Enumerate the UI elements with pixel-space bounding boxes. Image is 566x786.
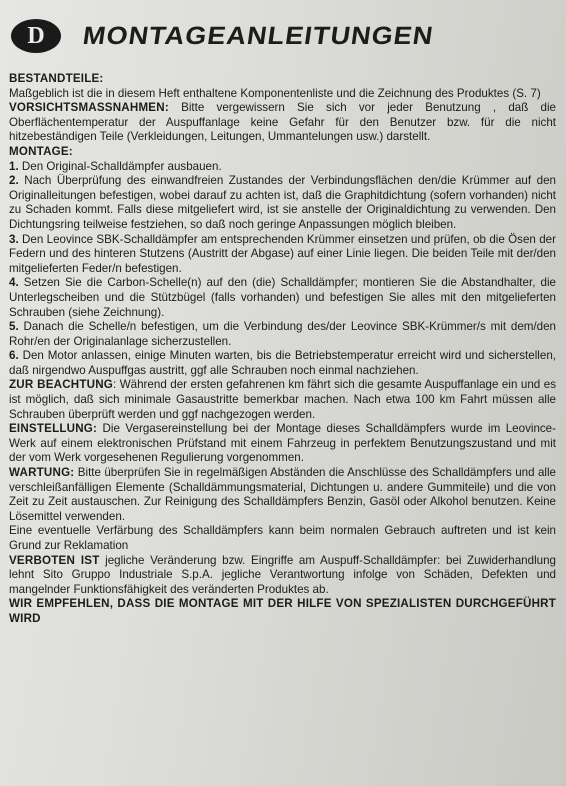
section-text-bestandteile: Maßgeblich ist die in diesem Heft enthaltene Komponentenliste und die Zeichnung des Produktes (S. 7) bbox=[9, 86, 541, 100]
montage-step bbox=[9, 349, 556, 378]
section-heading-montage: MONTAGE: bbox=[9, 144, 73, 158]
section-vorsichtsmassnahmen bbox=[9, 101, 556, 145]
step-text: Setzen Sie die Carbon-Schelle(n) auf den (die) Schalldämpfer; montieren Sie die Abstandhalter, die Unterlegscheiben und die Stützbügel (falls vorhanden) und befestigen Sie alles mit den mitgelieferten Schrauben (siehe Zeichnung). bbox=[9, 276, 556, 319]
step-text: Nach Überprüfung des einwandfreien Zustandes der Verbindungsflächen den/die Krümmer auf den Originalleitungen befestigen, wobei darauf zu achten ist, daß die Graphitdichtung (sofern vorhanden) nicht zu Schaden kommt. Falls diese mitgeliefert wird, ist sie anstelle der Originaldichtung zu verwenden. Den Dichtungsring teilweise festziehen, so daß noch geringe Anpassungen möglich bleiben. bbox=[9, 174, 556, 231]
section-text-zur-beachtung: : Während der ersten gefahrenen km fährt sich die gesamte Auspuffanlage ein und es ist möglich, daß sich minimale Gasaustritte bemerkbar machen. Nach etwa 100 km Fahrt müssen alle Schrauben überprüft werden und ggf nachgezogen werden. bbox=[9, 378, 556, 421]
section-verfaerbung: Eine eventuelle Verfärbung des Schalldämpfers kann beim normalen Gebrauch auftreten und ist kein Grund zur Reklamation bbox=[9, 524, 556, 552]
instruction-content bbox=[9, 72, 556, 627]
step-text: Den Leovince SBK-Schalldämpfer am entsprechenden Krümmer einsetzen und prüfen, ob die Ösen der Federn und des hinteren Stutzens (Austritt der Abgase) auf einer Linie liegen. Die beiden Teile mit der/den mitgelieferten Feder/n befestigen. bbox=[9, 232, 556, 275]
step-number: 6. bbox=[9, 349, 19, 363]
step-text: Den Original-Schalldämpfer ausbauen. bbox=[18, 159, 222, 173]
section-heading-vorsichtsmassnahmen: VORSICHTSMASSNAHMEN: bbox=[9, 101, 169, 115]
section-text-vorsichtsmassnahmen: Bitte vergewissern Sie sich vor jeder Benutzung , daß die Oberflächentemperatur der Auspuffanlage keine Gefahr für den Benutzer bzw. für die nicht hitzebeständigen Teile (Verkleidungen, Leitungen, Ummantelungen usw.) darstellt. bbox=[9, 101, 556, 144]
section-text-einstellung: Die Vergasereinstellung bei der Montage dieses Schalldämpfers wurde im Leovince-Werk auf einem elektronischen Prüfstand mit einem Fahrzeug in perfektem Benutzungszustand und mit der vom Werk vorgesehenen Regulierung vorgenommen. bbox=[9, 422, 556, 465]
montage-step bbox=[9, 276, 556, 320]
step-number: 5. bbox=[9, 320, 19, 334]
section-einstellung bbox=[9, 422, 556, 466]
step-text: Den Motor anlassen, einige Minuten warten, bis die Betriebstemperatur erreicht wird und sicherstellen, daß nirgendwo Auspuffgas austritt, ggf alle Schrauben noch einmal nachziehen. bbox=[9, 349, 556, 377]
language-badge: D bbox=[11, 19, 61, 53]
step-text: Danach die Schelle/n befestigen, um die Verbindung des/der Leovince SBK-Krümmer/s mit dem/den Rohr/en der Originalanlage sicherzustellen. bbox=[9, 320, 556, 348]
step-number: 3. bbox=[9, 232, 19, 246]
section-heading-bestandteile: BESTANDTEILE: bbox=[9, 72, 104, 85]
step-number: 1. bbox=[9, 159, 19, 173]
page-title: MONTAGEANLEITUNGEN bbox=[81, 21, 436, 50]
section-verboten bbox=[9, 554, 556, 598]
step-number: 4. bbox=[9, 276, 19, 290]
section-wartung bbox=[9, 466, 556, 524]
montage-step bbox=[9, 160, 556, 175]
section-heading-verboten: VERBOTEN IST bbox=[9, 553, 100, 567]
section-text-wartung: Bitte überprüfen Sie in regelmäßigen Abständen die Anschlüsse des Schalldämpfers und alle verschleißanfälligen Elemente (Schalldämmungsmaterial, Dichtungen u. andere Gummiteile) und die von Zeit zu Zeit austauschen. Zur Reinigung des Schalldämpfers Benzin, Gasöl oder Alkohol benutzen. Keine Lösemittel verwenden. bbox=[9, 466, 556, 523]
step-number: 2. bbox=[9, 174, 19, 188]
section-empfehlung: WIR EMPFEHLEN, DASS DIE MONTAGE MIT DER HILFE VON SPEZIALISTEN DURCHGEFÜHRT WIRD bbox=[9, 597, 556, 625]
section-text-verboten: jegliche Veränderung bzw. Eingriffe am Auspuff-Schalldämpfer: bei Zuwiderhandlung lehnt Sito Gruppo Industriale S.p.A. jegliche Verantwortung infolge von Schäden, Defekten und mangelnder Funktionsfähigkeit des veränderten Produktes ab. bbox=[9, 553, 557, 596]
section-heading-wartung: WARTUNG: bbox=[9, 466, 75, 480]
section-heading-einstellung: EINSTELLUNG: bbox=[9, 422, 98, 436]
montage-step bbox=[9, 174, 556, 232]
page-header bbox=[9, 14, 556, 58]
section-heading-zur-beachtung: ZUR BEACHTUNG bbox=[9, 378, 113, 392]
montage-step bbox=[9, 320, 556, 349]
section-zur-beachtung bbox=[9, 378, 556, 422]
montage-step bbox=[9, 233, 556, 277]
